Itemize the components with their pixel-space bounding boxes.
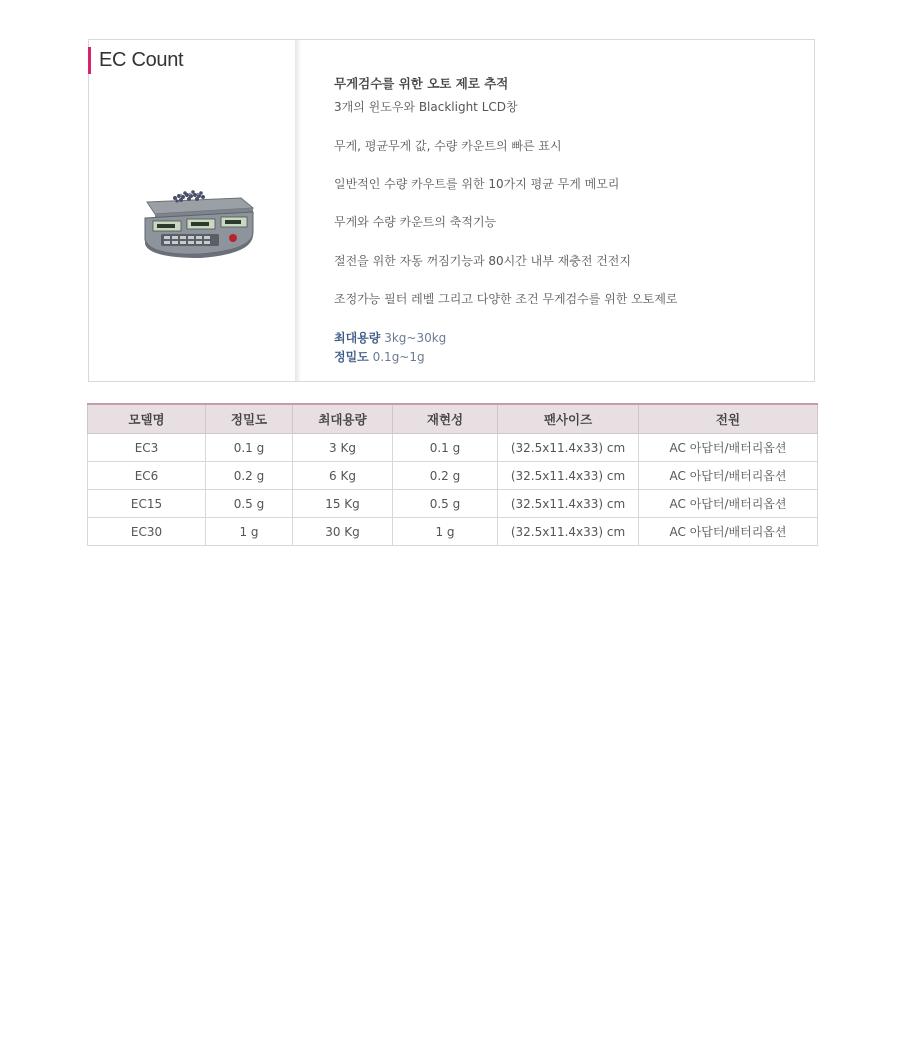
table-cell: (32.5x11.4x33) cm (498, 462, 639, 490)
column-header: 전원 (639, 404, 818, 434)
feature-item: 조정가능 필터 레벨 그리고 다양한 조건 무게검수를 위한 오토제로 (334, 292, 678, 306)
table-cell: 30 Kg (293, 518, 393, 546)
table-cell: 1 g (206, 518, 293, 546)
table-cell: (32.5x11.4x33) cm (498, 434, 639, 462)
table-cell: EC15 (88, 490, 206, 518)
table-cell: 1 g (393, 518, 498, 546)
model-spec-table (87, 403, 818, 546)
feature-item: 일반적인 수량 카우트를 위한 10가지 평균 무게 메모리 (334, 177, 620, 191)
feature-item: 무게, 평균무게 값, 수량 카운트의 빠른 표시 (334, 139, 562, 153)
table-cell: EC6 (88, 462, 206, 490)
table-cell: 0.1 g (206, 434, 293, 462)
panel-divider (295, 40, 301, 381)
table-cell: AC 아답터/배터리옵션 (639, 490, 818, 518)
table-cell: 0.5 g (206, 490, 293, 518)
table-cell: 0.2 g (206, 462, 293, 490)
precision-label: 정밀도 (334, 350, 369, 364)
title-accent-bar (88, 47, 91, 74)
table-cell: 0.5 g (393, 490, 498, 518)
table-row (88, 462, 818, 490)
table-cell: 6 Kg (293, 462, 393, 490)
counting-scale-icon (141, 188, 257, 258)
precision-value: 0.1g~1g (372, 350, 425, 364)
table-cell: 0.2 g (393, 462, 498, 490)
table-cell: AC 아답터/배터리옵션 (639, 434, 818, 462)
table-cell: EC30 (88, 518, 206, 546)
table-cell: AC 아답터/배터리옵션 (639, 462, 818, 490)
feature-item: 무게와 수량 카운트의 축적기능 (334, 215, 497, 229)
feature-headline: 무게검수를 위한 오토 제로 추적 (334, 76, 509, 91)
table-row (88, 490, 818, 518)
product-box (88, 39, 815, 382)
feature-item: 절전을 위한 자동 꺼짐기능과 80시간 내부 재충전 건전지 (334, 254, 631, 268)
table-row (88, 518, 818, 546)
column-header: 재현성 (393, 404, 498, 434)
column-header: 최대용량 (293, 404, 393, 434)
table-cell: EC3 (88, 434, 206, 462)
precision-spec (334, 349, 425, 365)
table-row (88, 434, 818, 462)
column-header: 팬사이즈 (498, 404, 639, 434)
capacity-spec (334, 330, 446, 346)
table-cell: (32.5x11.4x33) cm (498, 518, 639, 546)
capacity-value: 3kg~30kg (384, 331, 447, 345)
column-header: 정밀도 (206, 404, 293, 434)
feature-item: 3개의 윈도우와 Blacklight LCD창 (334, 100, 518, 114)
table-cell: 3 Kg (293, 434, 393, 462)
product-image-panel (89, 40, 296, 381)
table-cell: 0.1 g (393, 434, 498, 462)
column-header: 모델명 (88, 404, 206, 434)
table-cell: AC 아답터/배터리옵션 (639, 518, 818, 546)
table-cell: (32.5x11.4x33) cm (498, 490, 639, 518)
table-cell: 15 Kg (293, 490, 393, 518)
product-title: EC Count (99, 49, 184, 71)
capacity-label: 최대용량 (334, 331, 381, 345)
table-header-row (88, 404, 818, 434)
